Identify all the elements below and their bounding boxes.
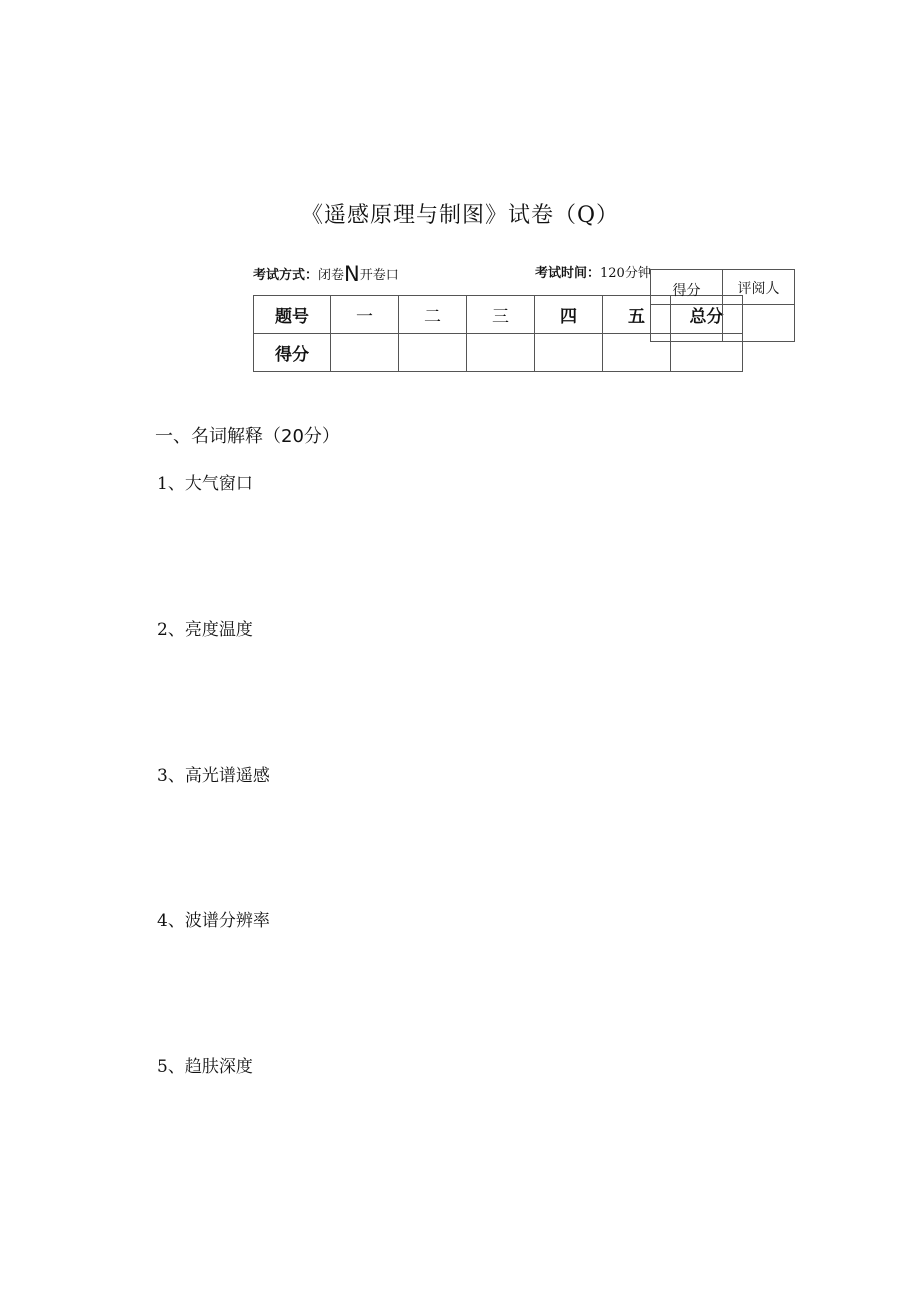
exam-mode-closed: 闭卷 (318, 268, 345, 283)
score-cell-three[interactable] (467, 334, 535, 372)
grader-name-cell[interactable] (723, 305, 795, 342)
question-item: 3、高光谱遥感 (157, 766, 270, 786)
column-three: 三 (467, 296, 535, 334)
question-item: 2、亮度温度 (157, 620, 253, 640)
question-item: 1、大气窗口 (157, 474, 253, 494)
column-five: 五 (603, 296, 671, 334)
grader-score-cell[interactable] (651, 305, 723, 342)
column-two: 二 (399, 296, 467, 334)
exam-mode-open: 开卷口 (359, 268, 399, 283)
exam-title: 《遥感原理与制图》试卷（Q） (300, 203, 620, 228)
exam-time-label: 考试时间： (535, 266, 601, 281)
column-one: 一 (331, 296, 399, 334)
score-row-label: 得分 (254, 334, 331, 372)
score-cell-one[interactable] (331, 334, 399, 372)
score-cell-two[interactable] (399, 334, 467, 372)
exam-time-value: 120分钟 (600, 266, 651, 281)
exam-time (535, 262, 651, 281)
grader-name-label: 评阅人 (723, 270, 795, 305)
grader-box (650, 269, 795, 342)
question-item: 5、趋肤深度 (157, 1057, 253, 1077)
grader-header-row (651, 270, 795, 305)
question-item: 4、波谱分辨率 (157, 911, 270, 931)
question-number-label: 题号 (254, 296, 331, 334)
grader-input-row (651, 305, 795, 342)
column-total: 总分 (671, 296, 743, 334)
column-four: 四 (535, 296, 603, 334)
exam-mode-label: 考试方式： (253, 268, 319, 283)
exam-mode (253, 262, 399, 286)
exam-mode-closed-mark: N (344, 262, 360, 286)
grader-score-label: 得分 (651, 270, 723, 305)
score-cell-four[interactable] (535, 334, 603, 372)
section-heading: 一、名词解释（20分） (155, 426, 340, 447)
